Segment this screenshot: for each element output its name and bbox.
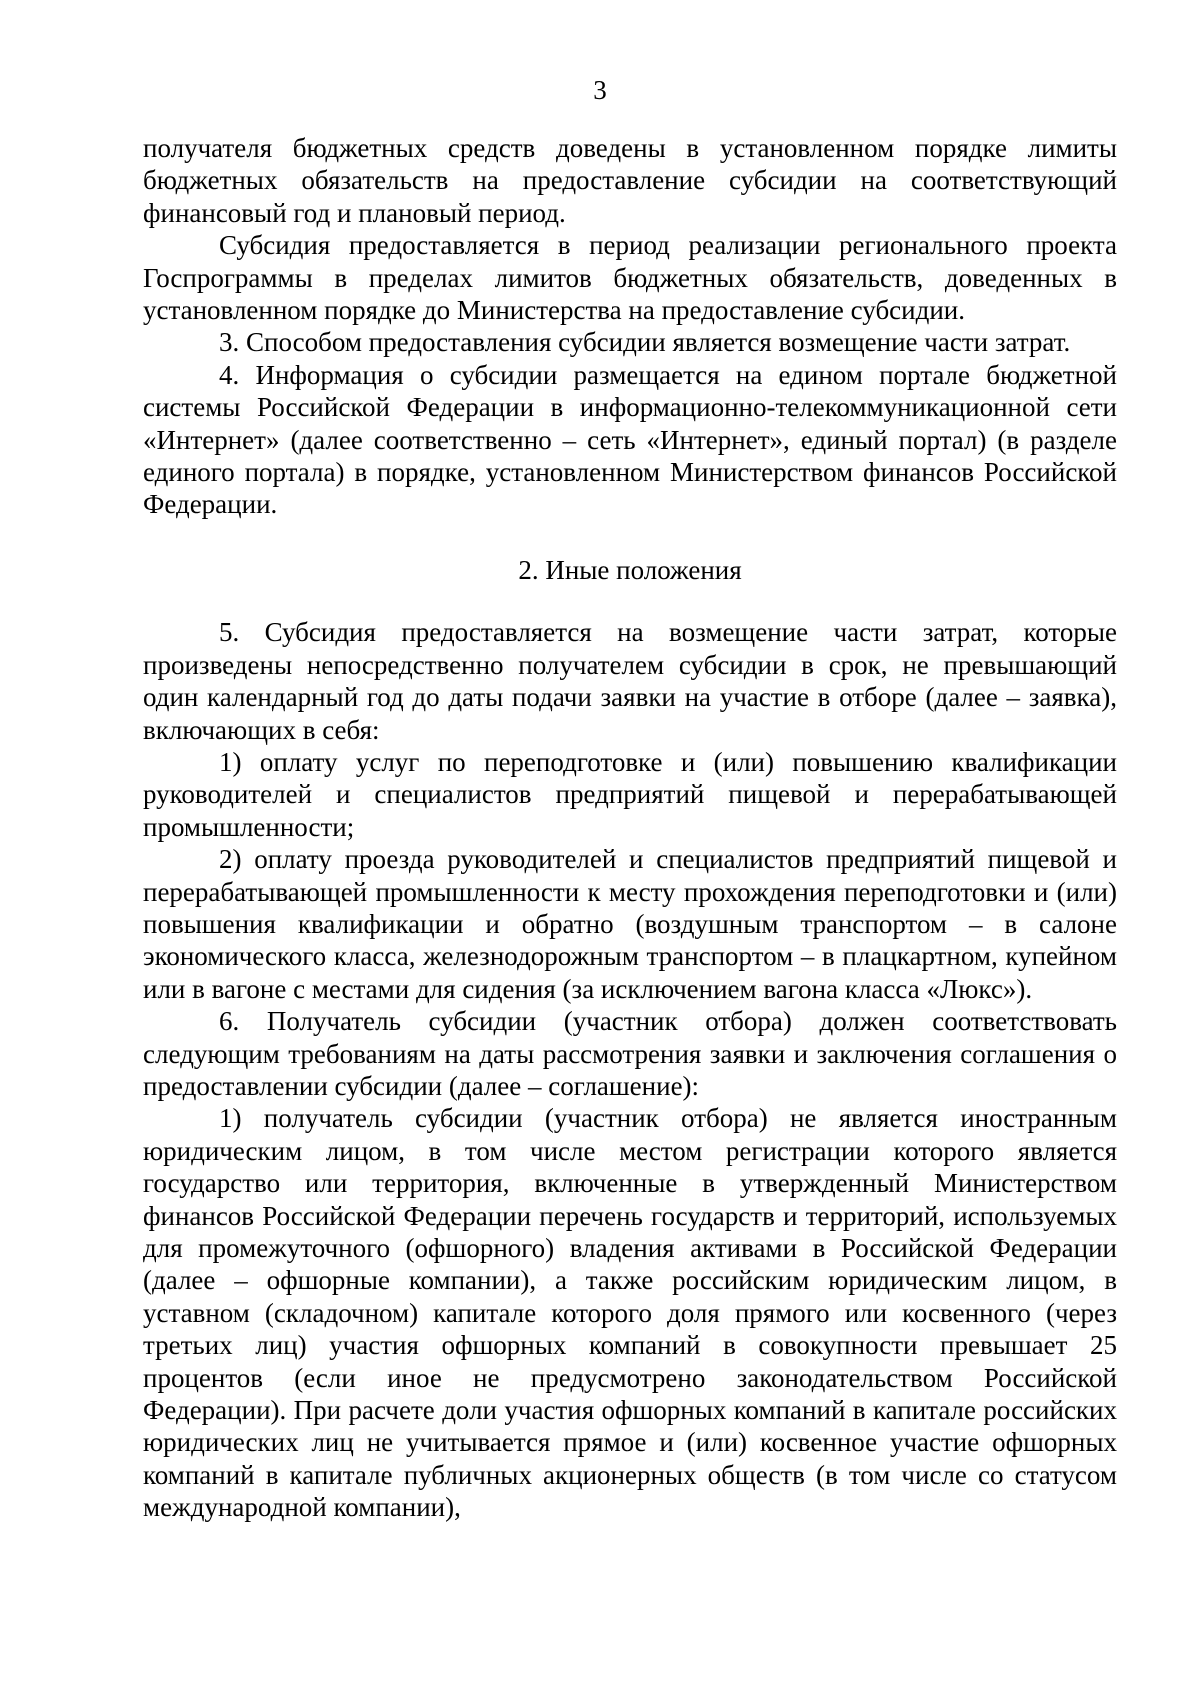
document-body: [143, 132, 1117, 1524]
section-heading: 2. Иные положения: [518, 554, 742, 585]
page-number: 3: [593, 75, 607, 105]
paragraph-item-6: 6. Получатель субсидии (участник отбора) должен соответствовать следующим требованиям на даты рассмотрения заявки и заключения соглашения о предоставлении субсидии (далее – соглашение):: [143, 1006, 1117, 1101]
paragraph-subsidy-period: Субсидия предоставляется в период реализации регионального проекта Госпрограммы в пределах лимитов бюджетных обязательств, доведенных в установленном порядке до Министерства на предоставление субсидии.: [143, 230, 1117, 326]
paragraph-item-3: 3. Способом предоставления субсидии является возмещение части затрат.: [219, 327, 1071, 358]
paragraph-item-4: 4. Информация о субсидии размещается на едином портале бюджетной системы Российской Федерации в информационно-телекоммуникационной сети «Интернет» (далее соответственно – сеть «Интернет», единый портал) (в разделе единого портала) в порядке, установленном Министерством финансов Российской Федерации.: [143, 359, 1117, 520]
paragraph-item-5-1: 1) оплату услуг по переподготовке и (или) повышению квалификации руководителей и специалистов предприятий пищевой и перерабатывающей промышленности;: [143, 746, 1117, 842]
paragraph-item-5: 5. Субсидия предоставляется на возмещение части затрат, которые произведены непосредственно получателем субсидии в срок, не превышающий один календарный год до даты подачи заявки на участие в отборе (далее – заявка), включающих в себя:: [143, 617, 1117, 745]
paragraph-item-6-1: 1) получатель субсидии (участник отбора) не является иностранным юридическим лицом, в том числе местом регистрации которого является государство или территория, включенные в утвержденный Министерством финансов Российской Федерации перечень государств и территорий, используемых для промежуточного (офшорного) владения активами в Российской Федерации (далее – офшорные компании), а также российским юридическим лицом, в уставном (складочном) капитале которого доля прямого или косвенного (через третьих лиц) участия офшорных компаний в совокупности превышает 25 процентов (если иное не предусмотрено законодательством Российской Федерации). При расчете доли участия офшорных компаний в капитале российских юридических лиц не учитывается прямое и (или) косвенное участие офшорных компаний в капитале публичных акционерных обществ (в том числе со статусом международной компании),: [143, 1103, 1117, 1523]
paragraph-item-5-2: 2) оплату проезда руководителей и специалистов предприятий пищевой и перерабатывающей промышленности к месту прохождения переподготовки и (или) повышения квалификации и обратно (воздушным транспортом – в салоне экономического класса, железнодорожным транспортом – в плацкартном, купейном или в вагоне с местами для сидения (за исключением вагона класса «Люкс»).: [143, 844, 1117, 1004]
paragraph-continuation: получателя бюджетных средств доведены в установленном порядке лимиты бюджетных обязательств на предоставление субсидии на соответствующий финансовый год и плановый период.: [143, 133, 1117, 228]
